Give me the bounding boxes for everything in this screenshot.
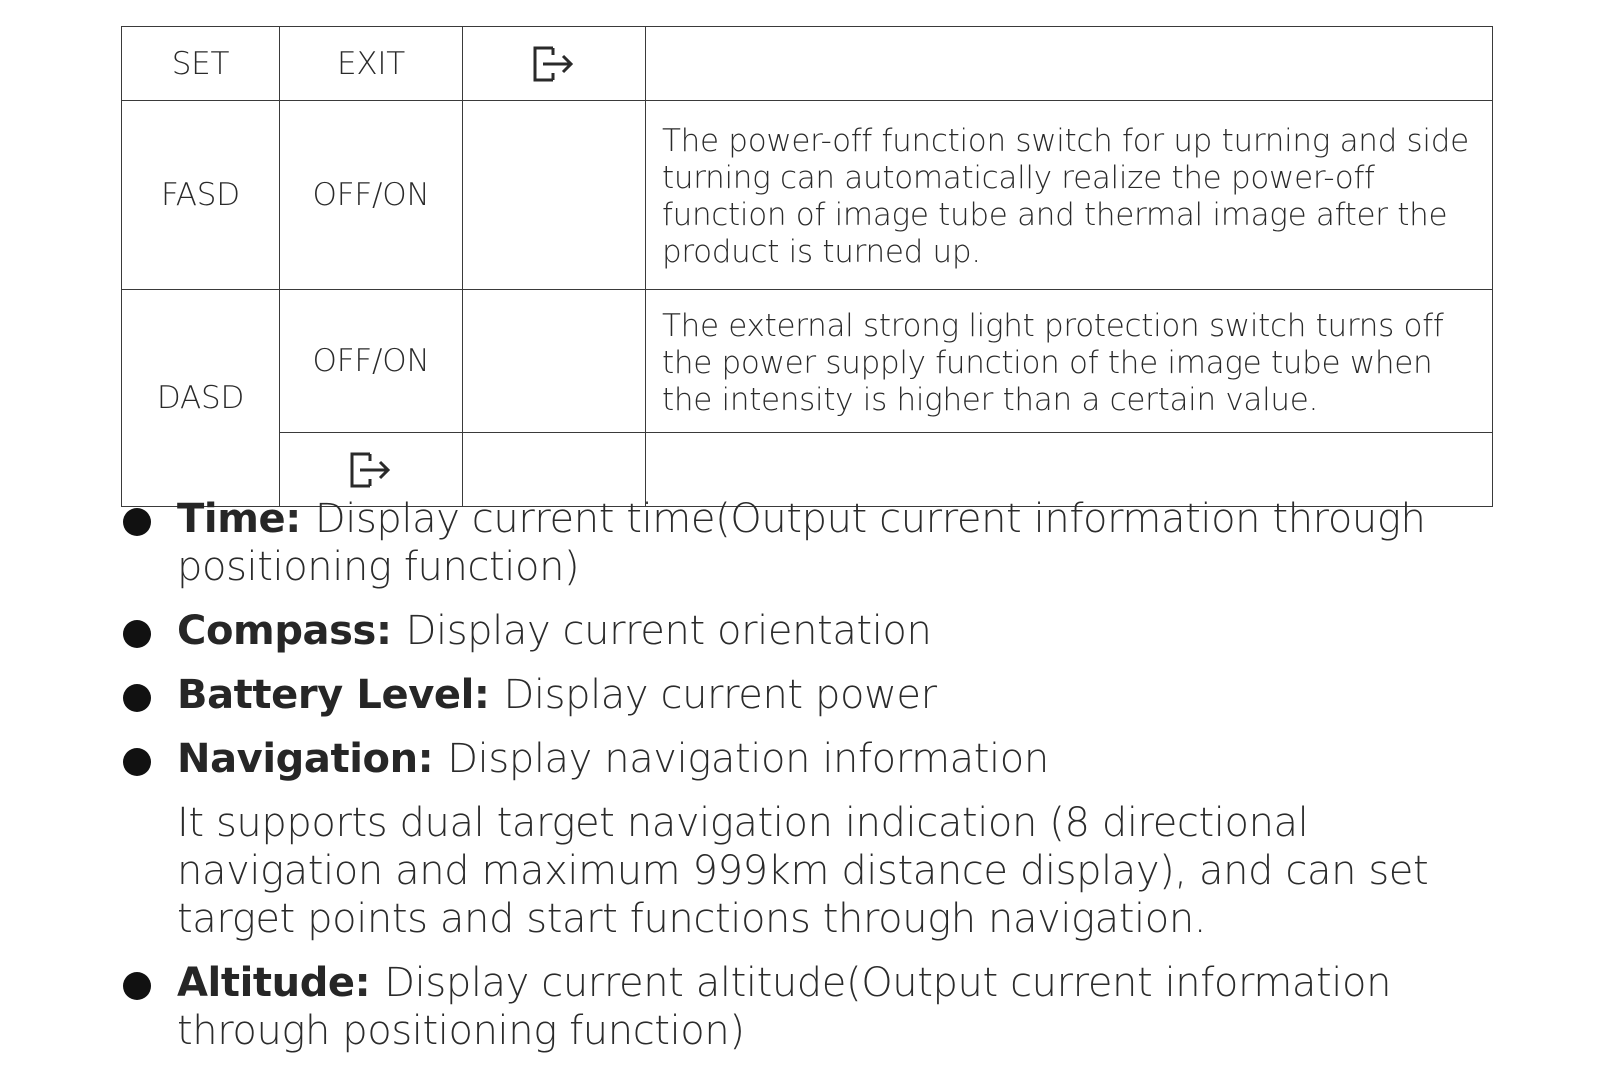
cell-exit: EXIT <box>280 27 463 101</box>
feature-text: Display current altitude(Output current information through positioning function) <box>177 960 1392 1054</box>
feature-separator: : <box>285 496 301 542</box>
feature-navigation <box>121 735 1521 943</box>
bullet-icon <box>123 620 151 648</box>
feature-text: Display navigation information <box>447 736 1049 782</box>
feature-separator: : <box>417 736 434 782</box>
cell-dasd-value: OFF/ON <box>280 290 463 433</box>
feature-compass <box>121 607 1521 655</box>
feature-text: Display current orientation <box>405 608 932 654</box>
exit-icon <box>348 450 394 490</box>
bullet-icon <box>123 972 151 1000</box>
feature-text: Display current time(Output current information through positioning function) <box>177 496 1426 590</box>
feature-separator: : <box>354 960 371 1006</box>
feature-battery-level <box>121 671 1521 719</box>
feature-time <box>121 495 1521 591</box>
feature-text: Display current power <box>503 672 937 718</box>
feature-separator: : <box>375 608 392 654</box>
cell-dasd-desc: The external strong light protection switch turns off the power supply function of the image tube when the intensity is higher than a certain value. <box>646 290 1493 433</box>
exit-icon <box>531 44 577 84</box>
feature-term: Battery Level <box>177 672 474 718</box>
cell-fasd-empty <box>463 101 646 290</box>
bullet-icon <box>123 684 151 712</box>
bullet-icon <box>123 508 151 536</box>
feature-list <box>121 495 1521 1071</box>
bullet-icon <box>123 748 151 776</box>
cell-fasd-value: OFF/ON <box>280 101 463 290</box>
feature-separator: : <box>473 672 490 718</box>
cell-desc-set <box>646 27 1493 101</box>
feature-term: Time <box>177 496 286 542</box>
feature-term: Compass <box>177 608 376 654</box>
cell-fasd-desc: The power-off function switch for up turning and side turning can automatically realize the power-off function of image tube and thermal image after the product is turned up. <box>646 101 1493 290</box>
table-row-dasd <box>122 290 1493 433</box>
settings-table <box>121 26 1493 507</box>
cell-set: SET <box>122 27 280 101</box>
cell-fasd: FASD <box>122 101 280 290</box>
table-row-set <box>122 27 1493 101</box>
table-row-fasd <box>122 101 1493 290</box>
feature-altitude <box>121 959 1521 1055</box>
feature-term: Navigation <box>177 736 418 782</box>
cell-exit-icon <box>463 27 646 101</box>
feature-term: Altitude <box>177 960 355 1006</box>
cell-dasd: DASD <box>122 290 280 507</box>
cell-dasd-empty <box>463 290 646 433</box>
feature-extra-text: It supports dual target navigation indication (8 directional navigation and maximum 999km distance display), and can set target points and start functions through navigation. <box>177 800 1429 942</box>
